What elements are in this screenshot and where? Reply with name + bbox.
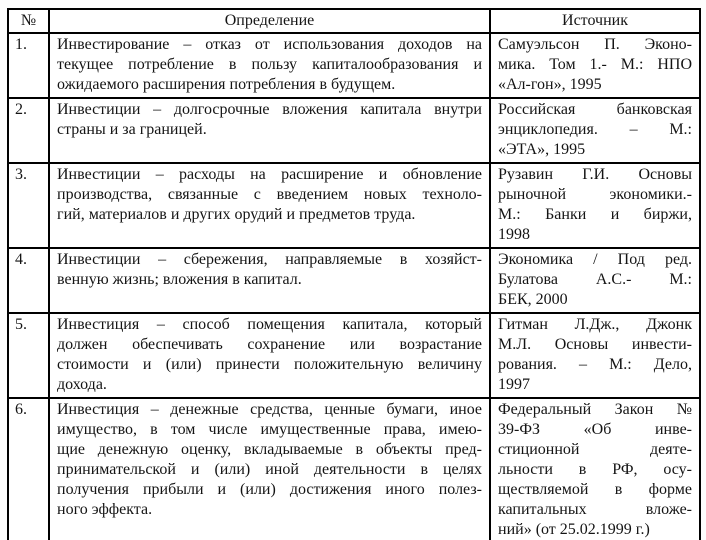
source-cell (490, 398, 700, 540)
text-line: Булатова А.С.- М.: (498, 271, 692, 288)
row-number: 3. (8, 163, 49, 248)
row-number: 4. (8, 248, 49, 313)
text-line: ного эффекта. (57, 501, 153, 518)
text-line: Инвестиции – долгосрочные вложения капитала внутри (57, 101, 482, 118)
text-line: гий, материалов и других орудий и предметов труда. (57, 206, 416, 223)
text-line: дохода. (57, 376, 107, 393)
table-row (8, 98, 700, 163)
text-line: «ЭТА», 1995 (498, 141, 586, 158)
text-line: Российская банковская (498, 101, 692, 118)
text-line: Инвестиция – денежные средства, ценные бумаги, иное (57, 401, 482, 418)
definition-cell (49, 163, 490, 248)
text-line: производства, связанные с введением новых техноло- (57, 186, 482, 203)
header-num: № (8, 9, 49, 33)
definition-cell (49, 313, 490, 398)
definition-cell (49, 98, 490, 163)
text-line: венную жизнь; вложения в капитал. (57, 271, 302, 288)
text-line: щие денежную оценку, вкладываемые в объекты пред- (57, 441, 482, 458)
table-row (8, 248, 700, 313)
text-line: Инвестиции – расходы на расширение и обновление (57, 166, 482, 183)
text-line: 1997 (498, 376, 530, 393)
source-cell (490, 33, 700, 98)
table-row (8, 398, 700, 540)
text-line: принимательской и (или) иной деятельности в целях (57, 461, 482, 478)
row-number: 1. (8, 33, 49, 98)
text-line: рования. – М.: Дело, (498, 356, 692, 373)
text-line: мика. Том 1.- М.: НПО (498, 56, 692, 73)
text-line: Гитман Л.Дж., Джонк (498, 316, 692, 333)
table-body (8, 33, 700, 540)
text-line: энциклопедия. – М.: (498, 121, 692, 138)
table-row (8, 33, 700, 98)
source-cell (490, 163, 700, 248)
text-line: должен обеспечивать сохранение или возрастание (57, 336, 482, 353)
text-line: стоимости и (или) принести положительную величину (57, 356, 482, 373)
text-line: льности в РФ, осу- (498, 461, 692, 478)
table-row (8, 163, 700, 248)
table-row (8, 313, 700, 398)
text-line: ний» (от 25.02.1999 г.) (498, 521, 650, 538)
text-line: Федеральный Закон № (498, 401, 692, 418)
definition-cell (49, 398, 490, 540)
row-number: 5. (8, 313, 49, 398)
text-line: рыночной экономики.- (498, 186, 692, 203)
text-line: стиционной деяте- (498, 441, 692, 458)
text-line: ществляемой в форме (498, 481, 692, 498)
text-line: БЕК, 2000 (498, 291, 568, 308)
definition-cell (49, 33, 490, 98)
text-line: Инвестирование – отказ от использования доходов на (57, 36, 482, 53)
source-cell (490, 248, 700, 313)
text-line: Самуэльсон П. Эконо- (498, 36, 692, 53)
definition-cell (49, 248, 490, 313)
text-line: М.Л. Основы инвести- (498, 336, 692, 353)
text-line: капитальных вложе- (498, 501, 692, 518)
text-line: 39-ФЗ «Об инве- (498, 421, 692, 438)
text-line: получения прибыли и (или) достижения иного полез- (57, 481, 482, 498)
text-line: «Ал-гон», 1995 (498, 76, 602, 93)
text-line: Экономика / Под ред. (498, 251, 692, 268)
row-number: 2. (8, 98, 49, 163)
source-cell (490, 98, 700, 163)
text-line: текущее потребление в пользу капиталообразования и (57, 56, 482, 73)
header-source: Источник (490, 9, 700, 33)
text-line: 1998 (498, 226, 530, 243)
text-line: Рузавин Г.И. Основы (498, 166, 692, 183)
text-line: Инвестиции – сбережения, направляемые в хозяйст- (57, 251, 482, 268)
header-definition: Определение (49, 9, 490, 33)
text-line: М.: Банки и биржи, (498, 206, 692, 223)
text-line: ожидаемого расширения потребления в будущем. (57, 76, 396, 93)
definitions-table (7, 8, 701, 540)
text-line: Инвестиция – способ помещения капитала, который (57, 316, 482, 333)
text-line: страны и за границей. (57, 121, 207, 138)
text-line: имущество, в том числе имущественные права, имею- (57, 421, 482, 438)
source-cell (490, 313, 700, 398)
header-row (8, 9, 700, 33)
row-number: 6. (8, 398, 49, 540)
